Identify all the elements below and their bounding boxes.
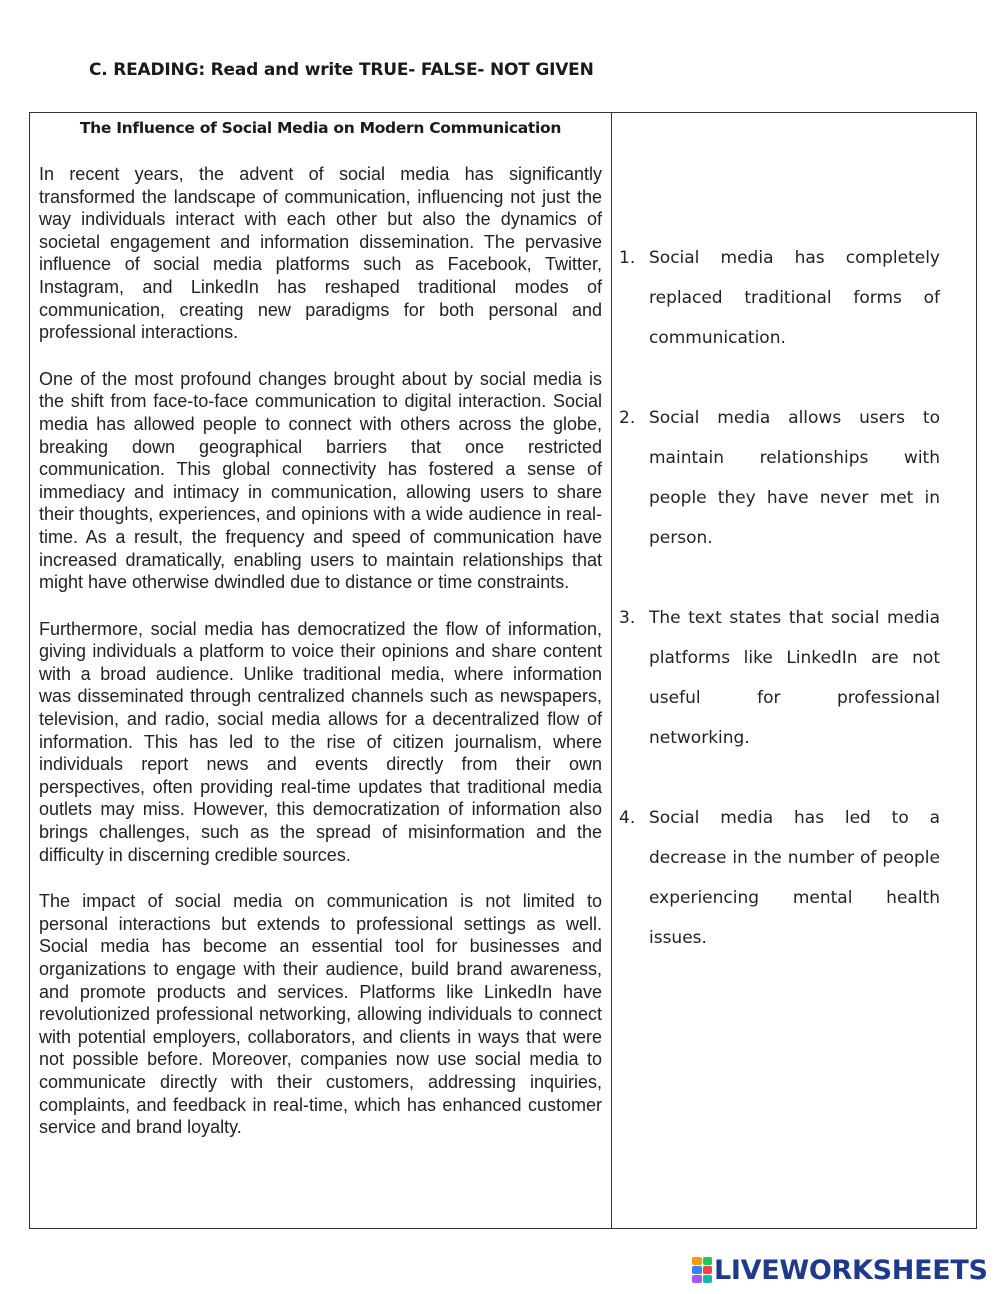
logo-text: LIVEWORKSHEETS — [714, 1254, 988, 1286]
logo-icon-square — [692, 1275, 702, 1283]
passage-paragraph-2: One of the most profound changes brought about by social media is the shift from face-to-face communication to digital interaction. Social media has allowed people to connect with others across the globe, breaking down geographical barriers that once restricted communication. This global connectivity has fostered a sense of immediacy and intimacy in communication, allowing users to share their thoughts, experiences, and opinions with a wide audience in real-time. As a result, the frequency and speed of communication have increased dramatically, enabling users to maintain relationships that might have otherwise dwindled due to distance or time constraints. — [39, 368, 602, 593]
passage-column — [39, 117, 602, 1163]
statement-1 — [614, 238, 940, 358]
statement-text: Social media allows users to maintain relationships with people they have never met in person. — [649, 408, 940, 548]
logo-icon-square — [703, 1257, 713, 1265]
liveworksheets-logo[interactable] — [692, 1254, 988, 1286]
statement-text: Social media has led to a decrease in the number of people experiencing mental health issues. — [649, 808, 940, 948]
logo-icon-square — [692, 1257, 702, 1265]
statement-number: 2. — [619, 408, 636, 428]
statements-list — [614, 238, 940, 998]
logo-icon-square — [703, 1275, 713, 1283]
passage-paragraph-3: Furthermore, social media has democratized the flow of information, giving individuals a platform to voice their opinions and share content with a broad audience. Unlike traditional media, where information was disseminated through centralized channels such as newspapers, television, and radio, social media allows for a decentralized flow of information. This has led to the rise of citizen journalism, where individuals report news and events directly from their own perspectives, often providing real-time updates that traditional media outlets may miss. However, this democratization of information also brings challenges, such as the spread of misinformation and the difficulty in discerning credible sources. — [39, 618, 602, 865]
statement-text: Social media has completely replaced traditional forms of communication. — [649, 248, 940, 348]
statement-text: The text states that social media platforms like LinkedIn are not useful for professional networking. — [649, 608, 940, 748]
passage-title: The Influence of Social Media on Modern Communication — [79, 119, 562, 137]
section-heading: C. READING: Read and write TRUE- FALSE- NOT GIVEN — [89, 60, 594, 80]
logo-icon-square — [703, 1266, 713, 1274]
logo-icon-square — [692, 1266, 702, 1274]
statement-number: 3. — [619, 608, 636, 628]
passage-paragraph-4: The impact of social media on communication is not limited to personal interactions but extends to professional settings as well. Social media has become an essential tool for businesses and organizations to engage with their audience, build brand awareness, and promote products and services. Platforms like LinkedIn have revolutionized professional networking, allowing individuals to connect with potential employers, collaborators, and clients in ways that were not possible before. Moreover, companies now use social media to communicate directly with their customers, addressing inquiries, complaints, and feedback in real-time, which has enhanced customer service and brand loyalty. — [39, 891, 602, 1138]
passage-paragraph-1: In recent years, the advent of social media has significantly transformed the landscape of communication, influencing not just the way individuals interact with each other but also the dynamics of societal engagement and information dissemination. The pervasive influence of social media platforms such as Facebook, Twitter, Instagram, and LinkedIn has reshaped traditional modes of communication, creating new paradigms for both personal and professional interactions. — [39, 164, 602, 343]
statement-3 — [614, 598, 940, 758]
statement-number: 1. — [619, 248, 636, 268]
statement-number: 4. — [619, 808, 636, 828]
liveworksheets-logo-icon — [692, 1257, 712, 1283]
statement-4 — [614, 798, 940, 958]
statement-2 — [614, 398, 940, 558]
column-divider — [611, 113, 612, 1228]
